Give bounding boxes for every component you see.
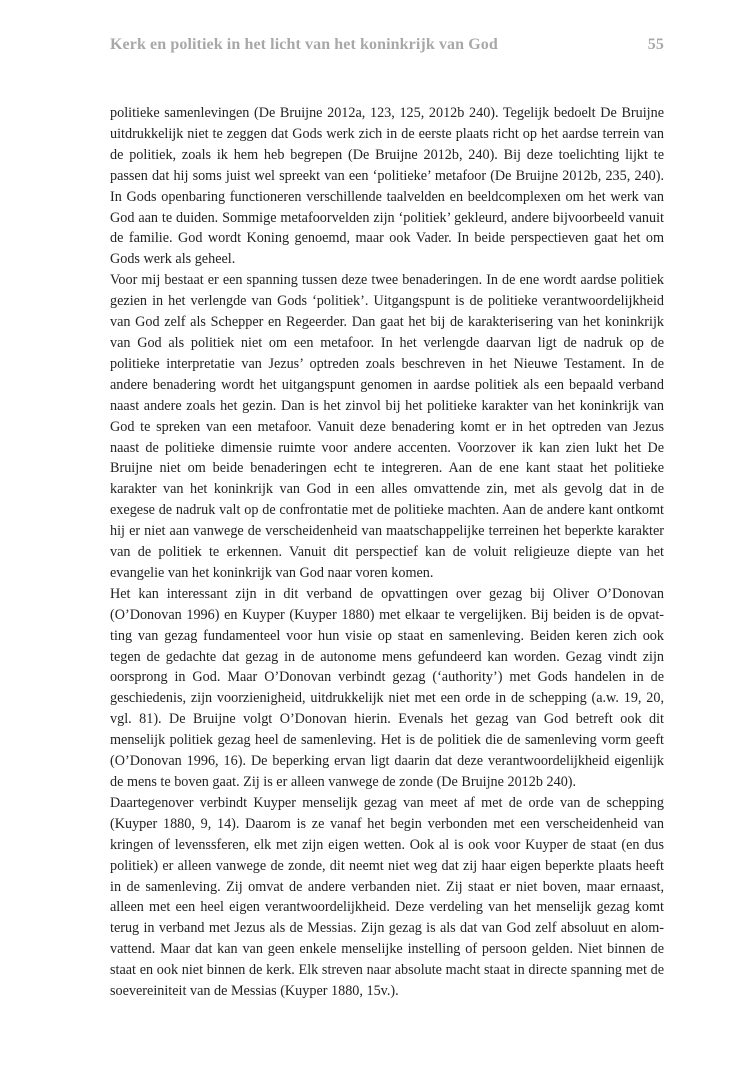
running-title: Kerk en politiek in het licht van het koninkrijk van God: [110, 36, 498, 53]
paragraph: Daartegenover verbindt Kuyper menselijk gezag van meet af met de orde van de schepping (Kuyper 1880, 9, 14). Daarom is ze vanaf het begin verbonden met een verscheidenheid van kringen of levenssferen, elk met zijn eigen wetten. Ook al is ook voor Kuyper de staat (en dus politiek) er alleen vanwege de zonde, dit neemt niet weg dat zij haar eigen beperkte plaats heeft in de samenleving. Zij omvat de andere verbanden niet. Zij staat er niet boven, maar ernaast, alleen met een heel eigen verantwoordelijkheid. Deze verdeling van het menselijk gezag komt terug in verband met Jezus als de Messias. Zijn gezag is als dat van God zelf absoluut en alomvattend. Maar dat kan van geen enkele menselijke instelling of persoon gelden. Niet binnen de staat en ook niet binnen de kerk. Elk streven naar absolute macht staat in directe spanning met de soevereiniteit van de Messias (Kuyper 1880, 15v.).: [110, 794, 664, 1000]
page-number: 55: [647, 36, 664, 53]
paragraph: politieke samenlevingen (De Bruijne 2012a, 123, 125, 2012b 240). Tegelijk bedoelt De Bruijne uitdrukkelijk niet te zeggen dat Gods werk zich in de eerste plaats richt op het aardse terrein van de politiek, zoals ik hem heb begrepen (De Bruijne 2012b, 240). Bij deze toelichting lijkt te passen dat hij soms juist wel spreekt van een ‘politieke’ metafoor (De Bruijne 2012b, 235, 240). In Gods openbaring functioneren verschillende taalvelden en beeldcomplexen om het werk van God aan te duiden. Sommige metafoorvelden zijn ‘politiek’ gekleurd, andere bijvoorbeeld vanuit de familie. God wordt Koning genoemd, maar ook Vader. In beide perspectieven gaat het om Gods werk als geheel.: [110, 105, 664, 268]
paragraph: Het kan interessant zijn in dit verband de opvattingen over gezag bij Oliver O’Donovan (O’Donovan 1996) en Kuyper (Kuyper 1880) met elkaar te vergelijken. Bij beiden is de opvatting van gezag fundamenteel voor hun visie op staat en samenleving. Beiden keren zich ook tegen de gedachte dat gezag in de autonome mens gefundeerd kan worden. Gezag vindt zijn oorsprong in God. Maar O’Donovan verbindt gezag (‘authority’) met Gods handelen in de geschiedenis, zijn voorzienigheid, uitdrukkelijk niet met een orde in de schepping (a.w. 19, 20, vgl. 81). De Bruijne volgt O’Donovan hierin. Evenals het gezag van God betreft ook dit menselijk politiek gezag heel de samenleving. Het is de politiek die de samenleving vorm geeft (O’Donovan 1996, 16). De beperking ervan ligt daarin dat deze verantwoordelijkheid eigenlijk de mens te boven gaat. Zij is er alleen vanwege de zonde (De Bruijne 2012b 240).: [110, 585, 664, 790]
running-header: [110, 36, 664, 66]
paragraph: Voor mij bestaat er een spanning tussen deze twee benaderingen. In de ene wordt aardse politiek gezien in het verlengde van Gods ‘politiek’. Uitgangspunt is de politieke verantwoordelijkheid van God zelf als Schepper en Regeerder. Dan gaat het bij de karakterisering van het koninkrijk van God als politiek niet om een metafoor. In het verlengde daarvan ligt de nadruk op de politieke interpretatie van Jezus’ optreden zoals beschreven in het Nieuwe Testament. In de andere benadering wordt het uitgangspunt genomen in aardse politiek als een bepaald verband naast andere zoals het gezin. Dan is het zinvol bij het politieke karakter van het koninkrijk van God te spreken van een metafoor. Vanuit deze benadering komt er in het optreden van Jezus naast de politieke dimensie ruimte voor andere accenten. Voorzover ik kan zien lukt het De Bruijne niet om beide benaderingen echt te integreren. Aan de ene kant staat het politieke karakter van het koninkrijk van God in een alles omvattende zin, met als gevolg dat in de exegese de nadruk valt op de confrontatie met de politieke machten. Aan de andere kant ontkomt hij er niet aan vanwege de verscheidenheid van maatschappelijke terreinen het beperkte karakter van de politiek te erkennen. Vanuit dit perspectief kan de voluit religieuze diepte van het evangelie van het koninkrijk van God naar voren komen.: [110, 272, 664, 581]
body-text: [110, 103, 664, 1002]
